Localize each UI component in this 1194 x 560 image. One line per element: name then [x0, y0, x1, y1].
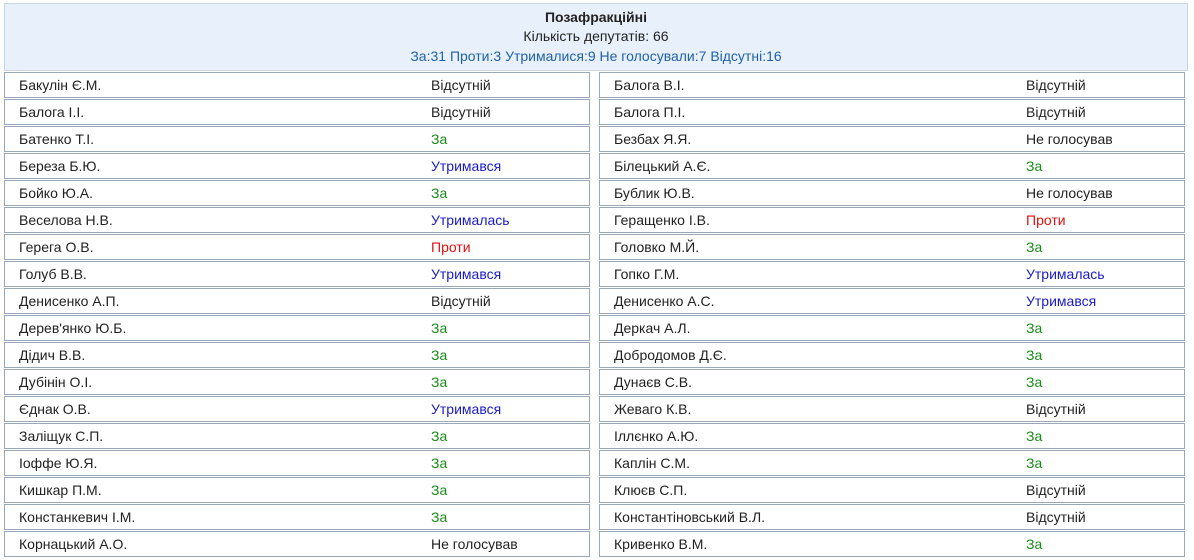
deputy-name: Каплін С.М. [614, 455, 690, 471]
deputy-row [599, 342, 1185, 368]
deputy-row [599, 477, 1185, 503]
deputy-name: Балога П.І. [614, 104, 686, 120]
right-column [599, 72, 1185, 558]
deputy-name: Гопко Г.М. [614, 266, 680, 282]
deputy-row [599, 234, 1185, 260]
deputy-vote: Проти [431, 239, 471, 255]
deputy-row [4, 342, 590, 368]
deputy-name: Геращенко І.В. [614, 212, 710, 228]
deputy-name: Констанкевич І.М. [19, 509, 136, 525]
deputy-name: Кишкар П.М. [19, 482, 102, 498]
deputy-row [4, 72, 590, 98]
deputy-row [599, 450, 1185, 476]
deputy-vote: Проти [1026, 212, 1066, 228]
deputy-name: Деркач А.Л. [614, 320, 691, 336]
deputy-name: Кривенко В.М. [614, 536, 708, 552]
deputy-row [599, 315, 1185, 341]
deputy-row [4, 234, 590, 260]
deputy-name: Іоффе Ю.Я. [19, 455, 98, 471]
deputy-row [599, 504, 1185, 530]
deputy-name: Веселова Н.В. [19, 212, 113, 228]
deputy-row [599, 288, 1185, 314]
deputy-row [599, 99, 1185, 125]
deputy-vote: Утримався [431, 266, 502, 282]
deputy-name: Клюєв С.П. [614, 482, 688, 498]
deputy-name: Дідич В.В. [19, 347, 86, 363]
deputy-name: Головко М.Й. [614, 239, 700, 255]
deputy-row [599, 207, 1185, 233]
deputy-row [4, 288, 590, 314]
deputy-row [4, 207, 590, 233]
deputy-vote: Відсутній [1026, 77, 1086, 93]
deputy-name: Денисенко А.П. [19, 293, 120, 309]
deputy-name: Корнацький А.О. [19, 536, 128, 552]
deputy-row [4, 153, 590, 179]
deputy-vote: Відсутній [431, 77, 491, 93]
deputy-vote: За [1026, 455, 1043, 471]
deputy-vote: Не голосував [1026, 131, 1113, 147]
deputy-vote: За [1026, 536, 1043, 552]
deputy-name: Балога В.І. [614, 77, 685, 93]
vote-summary: За:31 Проти:3 Утрималися:9 Не голосували:7 Відсутні:16 [410, 48, 782, 64]
deputy-vote: Відсутній [1026, 509, 1086, 525]
deputy-vote: Утрималась [431, 212, 510, 228]
deputy-vote: За [1026, 320, 1043, 336]
deputy-name: Дунаєв С.В. [614, 374, 693, 390]
deputy-name: Константіновський В.Л. [614, 509, 766, 525]
deputy-row [4, 477, 590, 503]
deputy-row [4, 261, 590, 287]
deputy-row [599, 72, 1185, 98]
deputy-name: Безбах Я.Я. [614, 131, 692, 147]
deputy-row [4, 180, 590, 206]
deputy-name: Жеваго К.В. [614, 401, 692, 417]
faction-title: Позафракційні [544, 9, 648, 25]
deputy-vote: Утримався [1026, 293, 1097, 309]
deputy-vote: За [1026, 347, 1043, 363]
deputy-row [599, 531, 1185, 557]
deputy-row [599, 261, 1185, 287]
faction-header [4, 3, 1188, 71]
deputy-vote: Утрималась [1026, 266, 1105, 282]
deputy-vote: За [431, 509, 448, 525]
deputy-name: Герега О.В. [19, 239, 94, 255]
deputy-name: Заліщук С.П. [19, 428, 104, 444]
deputy-vote: Відсутній [1026, 104, 1086, 120]
deputy-vote: Не голосував [431, 536, 518, 552]
deputy-vote: Відсутній [1026, 482, 1086, 498]
deputy-row [4, 450, 590, 476]
deputy-vote: За [431, 374, 448, 390]
deputy-vote: Відсутній [1026, 401, 1086, 417]
deputy-row [4, 396, 590, 422]
deputy-vote: Утримався [431, 158, 502, 174]
deputy-vote: За [1026, 374, 1043, 390]
deputy-name: Іллєнко А.Ю. [614, 428, 699, 444]
deputy-row [599, 180, 1185, 206]
deputy-name: Бойко Ю.А. [19, 185, 94, 201]
deputies-count: Кількість депутатів: 66 [523, 28, 669, 44]
deputy-name: Білецький А.Є. [614, 158, 711, 174]
deputy-vote: За [431, 347, 448, 363]
deputy-vote: За [431, 131, 448, 147]
deputy-name: Бакулін Є.М. [19, 77, 102, 93]
deputy-vote: Утримався [431, 401, 502, 417]
deputy-vote: Відсутній [431, 293, 491, 309]
deputy-row [4, 126, 590, 152]
deputy-row [599, 153, 1185, 179]
deputy-row [599, 369, 1185, 395]
deputy-row [4, 369, 590, 395]
deputy-name: Єднак О.В. [19, 401, 91, 417]
deputy-row [599, 126, 1185, 152]
deputy-name: Батенко Т.І. [19, 131, 95, 147]
deputy-name: Денисенко А.С. [614, 293, 715, 309]
deputy-row [4, 423, 590, 449]
deputy-vote: За [1026, 239, 1043, 255]
deputy-name: Добродомов Д.Є. [614, 347, 727, 363]
deputy-row [599, 396, 1185, 422]
deputy-vote: За [431, 482, 448, 498]
deputy-name: Береза Б.Ю. [19, 158, 101, 174]
deputy-name: Дубінін О.І. [19, 374, 93, 390]
deputy-name: Дерев'янко Ю.Б. [19, 320, 127, 336]
deputy-row [4, 504, 590, 530]
deputy-vote: За [431, 428, 448, 444]
left-column [4, 72, 590, 558]
deputy-vote: За [431, 320, 448, 336]
deputy-row [4, 99, 590, 125]
deputy-vote: За [431, 185, 448, 201]
deputy-vote: Відсутній [431, 104, 491, 120]
deputy-name: Балога І.І. [19, 104, 85, 120]
deputy-name: Бублик Ю.В. [614, 185, 695, 201]
deputy-row [599, 423, 1185, 449]
deputy-vote: За [1026, 158, 1043, 174]
deputy-name: Голуб В.В. [19, 266, 87, 282]
deputy-vote: Не голосував [1026, 185, 1113, 201]
deputy-vote: За [431, 455, 448, 471]
deputy-row [4, 531, 590, 557]
deputy-row [4, 315, 590, 341]
deputy-vote: За [1026, 428, 1043, 444]
